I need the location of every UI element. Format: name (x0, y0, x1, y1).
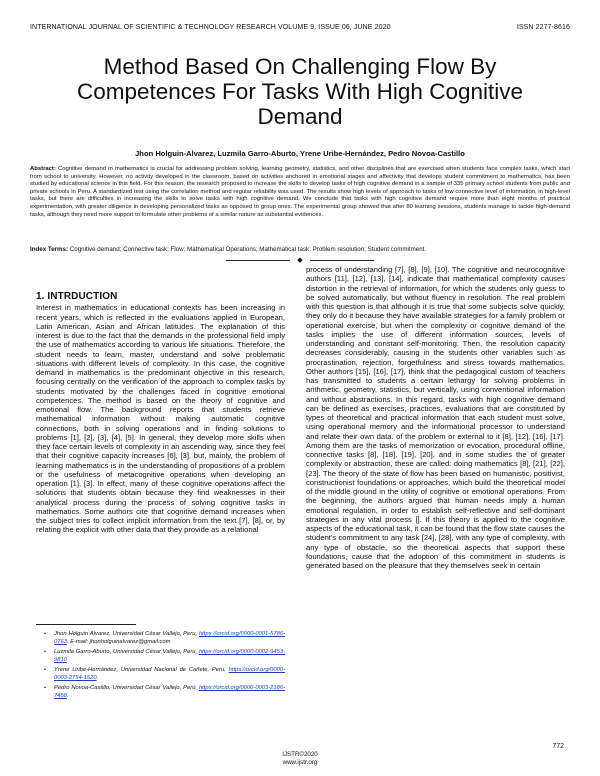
orcid-link[interactable]: https://orcid.org/0000-0003-2754-1520 (54, 667, 285, 681)
footnote-text: Luzmila Garro-Aburto, Universidad César Vallejo, Peru, (54, 649, 198, 655)
separator-line-left (226, 260, 290, 261)
footnote-text: Pedro Novoa-Castillo, Universidad César Vallejo, Perú, (54, 685, 198, 691)
right-column-text: process of understanding [7], [8], [9], [10]. The cognitive and neurocognitive authors [11], [12], [13], [14], indicate that mathematical complexity causes distortion in the retrieval of information, for which the students only guess to be solved automatically, but without fluency in resolution. The real problem with this question is that although it is true that some subjects solve quickly, they only do it because they have available strategies for a family problem or operational exercise, but when the complexity or cognitive demand of the tasks implies the use of different information sources, levels of understanding and constant self-monitoring. Then, the resolution capacity decreases considerably, causing in the students other variables such as procrastination, rejection, forgetfulness and stress towards mathematics. Other authors [15], [16], [17], think that the pedagogical custom of teachers has transmitted to students a certain lethargy for solving problems in arithmetic, geometry, statistics, but vertically, using conventional information and without abstractions. In this regard, tasks with high cognitive demand can be defined as exercises, practices, evaluations that are constituted by types of theoretical and practical information that each student must solve, using operational memory and the informational processor to understand and relate their own data. of the problem or external to it [8], [12], [16], [17]. Among them are the tasks of memorization or evocation, procedural offline, connective tasks [8], [18], [19], [20], and in some studies the of greater complexity or abstraction, these are called: doing mathematics [8], [21], [22], [23]. The theory of the state of flow has been based on humanistic, positivist, constructionist foundations or approaches, which build the theoretical model of the middle ground in the utility of cognitive or emotional operations. From the beginning, the authors argued that human needs imply a human emotional regulation, in order to establish self-reflective and self-dominant strategies in any vital process []. If this theory is applied to the cognitive aspects of the educational task, it can be found that the flow state causes the student's commitment to any task [24], [28], with any type of complexity, with any type of obstacle, so the theoretical aspects that support these foundations, cause that the adoption of this commitment in students is generated based on the pleasure that they themselves seek in certain (306, 265, 565, 570)
author-list: Jhon Holguin-Alvarez, Luzmila Garro-Aburto, Yrene Uribe-Hernández, Pedro Novoa-Castillo (135, 149, 465, 158)
footnote-text: Jhon Holguin Alvarez, Universidad César Vallejo, Peru, (54, 631, 198, 637)
footnote-item (48, 684, 285, 700)
index-terms-text: Cognitive demand; Connective task; Flow; Mathematical Operations; Mathematical task; Problem resolution; Student commitment. (69, 246, 427, 253)
diamond-icon: ◆ (297, 257, 303, 264)
abstract-label: Abstract: (30, 166, 56, 172)
orcid-link[interactable]: https://orcid.org/0000-0001-5786-0763 (54, 631, 285, 645)
orcid-link[interactable]: https://orcid.org/0000-0002-9453-9810 (54, 649, 285, 663)
running-header (30, 24, 570, 34)
index-terms (30, 246, 570, 254)
index-terms-label: Index Terms: (30, 246, 69, 253)
section-separator (0, 256, 600, 264)
footnote-item (48, 648, 285, 664)
separator-line-right (310, 260, 374, 261)
footnote-extra: . E-mail: jhonholguinalvarez@gmail.com (66, 639, 171, 645)
footnote-extra: . (66, 693, 69, 699)
abstract-text: Cognitive demand in mathematics is crucial for addressing problem solving, learning geometry, statistics, and other disciplines that are exercised when students face complex tasks, which start from school to university. However, no activity developed in the classroom, based on activities anchored in emotional stages and affectivity that develops student commitment to mathematics, has been studied by educational science in this field. For this reason, the research proposed to increase the skills to develop tasks of high cognitive demand in a sample of 335 primary school students from public and private schools in Peru. A standardized test using the correlation method and regular reliability was used. The results show high levels of approach to tasks of low connective level of information, in high-level tasks, but there are difficulties in increasing the skills to solve tasks with high cognitive demand. We conclude that tasks with high cognitive demand require more than eight months of practical experimentation, with greater diligence in developing personalized tasks as opposed to group ones. The experimental group showed that after 80 learning sessions, students manage to tackle high-demand tasks, although they need more support to formulate other problems of a similar nature as substantial evidences. (30, 166, 570, 218)
author-footnotes (40, 630, 285, 702)
footnote-text: Yrene Uribe-Hernández, Universidad Nacional de Cañete, Peru, (54, 667, 226, 673)
footnote-extra: . (96, 675, 99, 681)
orcid-link[interactable]: https://orcid.org/0000-0003-2186-7458 (54, 685, 285, 699)
section-heading: 1. INTRDUCTION (36, 291, 118, 302)
journal-website[interactable]: www.ijstr.org (282, 759, 318, 766)
issn: ISSN 2277-8616 (516, 24, 570, 31)
footnote-item (48, 630, 285, 646)
copyright: IJSTR©2020 (282, 751, 318, 758)
footnote-rule (36, 624, 136, 625)
paper-title: Method Based On Challenging Flow By Competences For Tasks With High Cognitive Demand (76, 54, 523, 129)
page-number: 772 (552, 743, 564, 750)
page-footer (0, 751, 600, 767)
footnote-item (48, 666, 285, 682)
right-column (306, 265, 565, 570)
left-column-text: Interest in mathematics in educational contexts has been increasing in recent years, which is reflected in the evaluations applied in European, Latin American, Asian and African latitudes. The explanation of this interest is due to the fact that the demands in the professional field imply the use of mathematics according to various life situations. Therefore, the student needs to learn, master, understand and solve problematic situations with different levels of complexity. In this case, the cognitive demand in mathematics is the predominant objective in this research, focusing centrally on the verification of the approach to complex tasks by students motivated by the challenges faced in cognitive emotional competences. The method is based on the theory of cognitive and emotional flow. The background reports that students retrieve mathematical information without making automatic cognitive connections, both in solving operations and in finding solutions to problems [1], [2], [3], [4], [5]. In general, they develop more skills when they face certain levels of complexity in an ascending way, since they feel that their cognitive capacity increases [6], [3], but, mainly, the problem of learning mathematics is in the understanding of propositions of a problem or the usefulness of metacognitive operations when developing an operation [1], [3]. In effect, many of these cognitive operations affect the solutions that students obtain because they find weaknesses in their analytical process during the process of solving cognitive tasks in mathematics. Some authors cite that cognitive demand increases when the subject tries to collect implicit information from the text [7], [8], or, by relating the explicit with other data that they provide as a relational (36, 303, 285, 535)
left-column (36, 292, 285, 535)
journal-name: INTERNATIONAL JOURNAL OF SCIENTIFIC & TECHNOLOGY RESEARCH VOLUME 9, ISSUE 06, JUNE 2020 (30, 24, 391, 31)
abstract (30, 166, 570, 219)
